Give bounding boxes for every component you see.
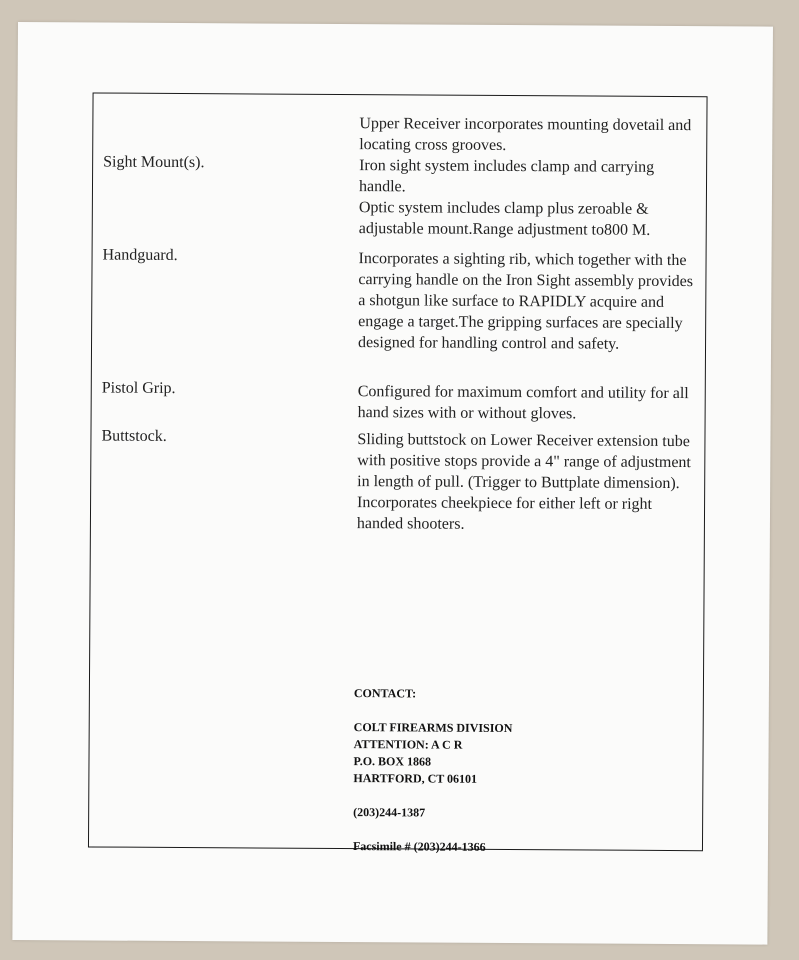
spec-paragraph: Sliding buttstock on Lower Receiver extension tube with positive stops provide a 4" range of adjustment in length of pull. (Trigger to Buttplate dimension). [357,431,691,493]
spec-label: Sight Mount(s). [103,153,205,172]
document-page [12,22,773,945]
contact-address [353,719,512,788]
address-line: COLT FIREARMS DIVISION [353,720,513,736]
spec-paragraph: Configured for maximum comfort and utility for all hand sizes with or without gloves. [357,383,689,423]
spec-label: Buttstock. [101,427,167,445]
address-line: P.O. BOX 1868 [353,754,432,769]
spec-description [357,429,703,536]
spec-description [358,248,704,355]
contact-heading: CONTACT: [353,686,417,701]
spec-row-buttstock [92,427,705,533]
spec-paragraph: Upper Receiver incorporates mounting dovetail and locating cross grooves. [359,115,692,154]
spec-paragraph: Optic system includes clamp plus zeroable & adjustable mount.Range adjustment to800 M. [358,199,651,239]
spec-paragraph: Incorporates cheekpiece for either left or right handed shooters. [356,494,653,533]
contact-block [353,685,513,873]
address-line: ATTENTION: A C R [353,737,463,752]
spec-label: Handguard. [102,246,178,264]
spec-row-pistol-grip [92,379,705,423]
spec-description [359,113,704,157]
spec-row-handguard [93,246,706,353]
content-frame [88,92,708,854]
address-line: HARTFORD, CT 06101 [353,771,478,786]
spec-description [358,381,703,425]
spec-paragraph: Iron sight system includes clamp and carrying handle. [358,157,655,196]
contact-fax: Facsimile # (203)244-1366 [352,839,486,854]
contact-phone: (203)244-1387 [353,805,426,820]
spec-description [359,155,705,241]
spec-paragraph: Incorporates a sighting rib, which together with the carrying handle on the Iron Sight assembly provides a shotgun like surface to RAPIDLY acquire and engage a target.The gripping surfaces are specially designed for handling control and safety. [357,250,694,353]
spec-row-upper-receiver [93,111,706,154]
spec-label: Pistol Grip. [101,379,176,397]
